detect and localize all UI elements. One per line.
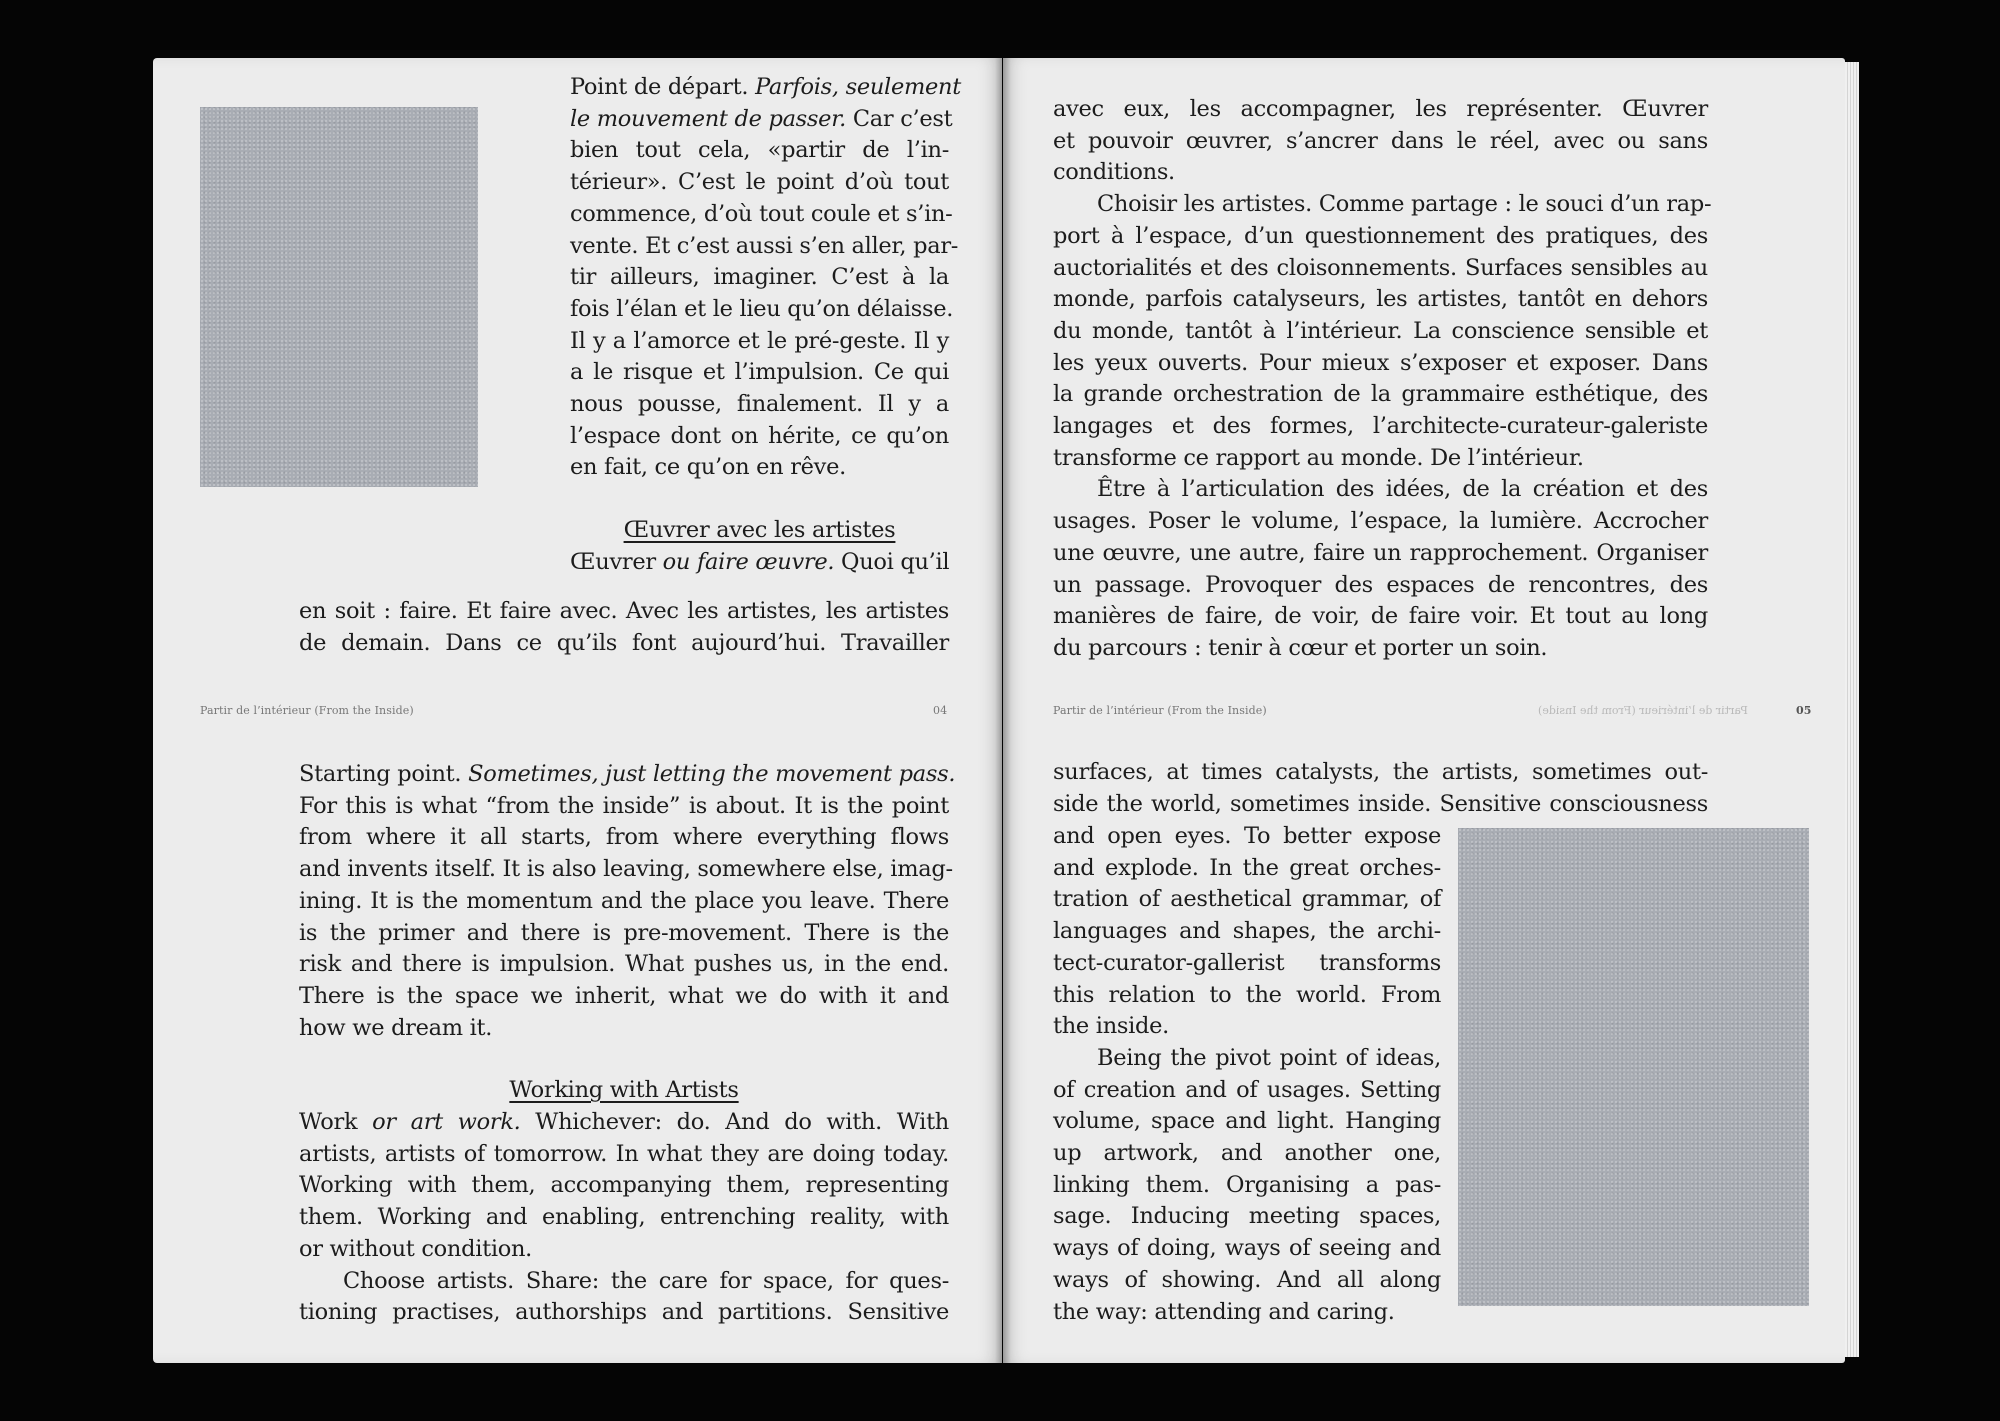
text-line: Choose artists. Share: the care for space, for ques- [343, 1267, 949, 1294]
text-line: les yeux ouverts. Pour mieux s’exposer et exposer. Dans [1053, 349, 1708, 376]
text-line: fois l’élan et le lieu qu’on délaisse. [570, 295, 954, 322]
page-number: 05 [1796, 704, 1812, 717]
text-line: Point de départ. Parfois, seulement [570, 74, 961, 100]
text-line: transforme ce rapport au monde. De l’intérieur. [1053, 444, 1584, 471]
text-line: avec eux, les accompagner, les représenter. Œuvrer [1053, 96, 1708, 122]
text-line: langages et des formes, l’architecte-curateur-galeriste [1053, 413, 1708, 440]
text-line: en fait, ce qu’on en rêve. [570, 454, 846, 481]
text-line: and explode. In the great orches- [1053, 854, 1441, 881]
page-number: 04 [933, 704, 948, 717]
text-line: a le risque et l’impulsion. Ce qui [570, 359, 949, 386]
french-intro [570, 72, 961, 579]
text-line: For this is what “from the inside” is about. It is the point [299, 792, 949, 819]
text-line: and invents itself. It is also leaving, somewhere else, imag- [299, 856, 953, 883]
text-line: une œuvre, une autre, faire un rapprochement. Organiser [1053, 539, 1708, 566]
text-line: Choisir les artistes. Comme partage : le souci d’un rap- [1097, 191, 1712, 218]
text-line: ining. It is the momentum and the place you leave. There [299, 887, 949, 914]
text-line: side the world, sometimes inside. Sensitive consciousness [1053, 790, 1708, 817]
text-line: commence, d’où tout coule et s’in- [570, 200, 953, 227]
text-line: the inside. [1053, 1013, 1170, 1040]
text-line: tir ailleurs, imaginer. C’est à la [570, 264, 949, 291]
text-line: tration of aesthetical grammar, of [1053, 886, 1441, 913]
text-line: linking them. Organising a pas- [1053, 1171, 1441, 1198]
text-line: them. Working and enabling, entrenching reality, with [299, 1204, 949, 1231]
text-line: from where it all starts, from where everything flows [299, 824, 949, 851]
text-line: vente. Et c’est aussi s’en aller, par- [570, 232, 959, 259]
text-line: Starting point. Sometimes, just letting the movement pass. [299, 761, 956, 787]
text-line: artists, artists of tomorrow. In what they are doing today. [299, 1140, 949, 1167]
text-line: de demain. Dans ce qu’ils font aujourd’hui. Travailler [299, 629, 949, 656]
image-placeholder-right [1458, 828, 1809, 1306]
text-line: bien tout cela, «partir de l’in- [570, 137, 949, 164]
image-placeholder-left [200, 107, 478, 487]
text-line: nous pousse, finalement. Il y a [570, 391, 949, 418]
text-line: le mouvement de passer. Car c’est [570, 105, 953, 132]
text-line: port à l’espace, d’un questionnement des pratiques, des [1053, 222, 1708, 249]
left-page [153, 58, 1002, 1363]
text-line: Œuvrer ou faire œuvre. Quoi qu’il [570, 548, 950, 575]
show-through-footer: Partir de l’intérieur (From the Inside) [1538, 704, 1748, 717]
section-heading: Œuvrer avec les artistes [623, 517, 896, 544]
text-line: la grande orchestration de la grammaire esthétique, des [1053, 381, 1708, 408]
text-line: du parcours : tenir à cœur et porter un soin. [1053, 634, 1548, 661]
text-line: the way: attending and caring. [1053, 1298, 1395, 1325]
running-footer-title: Partir de l’intérieur (From the Inside) [200, 704, 414, 717]
text-line: du monde, tantôt à l’intérieur. La conscience sensible et [1053, 317, 1708, 344]
french-body [299, 596, 949, 659]
text-line: usages. Poser le volume, l’espace, la lumière. Accrocher [1053, 508, 1708, 535]
text-line: manières de faire, de voir, de faire voir. Et tout au long [1053, 603, 1708, 630]
text-line: this relation to the world. From [1053, 981, 1441, 1008]
text-line: l’espace dont on hérite, ce qu’on [570, 422, 949, 449]
text-line: térieur». C’est le point d’où tout [570, 169, 949, 196]
text-line: is the primer and there is pre-movement. There is the [299, 919, 949, 946]
text-line: conditions. [1053, 159, 1175, 186]
text-line: sage. Inducing meeting spaces, [1053, 1203, 1441, 1230]
text-line: en soit : faire. Et faire avec. Avec les artistes, les artistes [299, 598, 949, 624]
text-line: volume, space and light. Hanging [1053, 1108, 1441, 1135]
text-line: Working with them, accompanying them, representing [299, 1172, 949, 1199]
text-line: surfaces, at times catalysts, the artists, sometimes out- [1053, 759, 1708, 785]
text-line: Being the pivot point of ideas, [1097, 1044, 1441, 1071]
text-line: auctorialités et des cloisonnements. Surfaces sensibles au [1053, 254, 1708, 281]
text-line: up artwork, and another one, [1053, 1140, 1441, 1167]
text-line: et pouvoir œuvrer, s’ancrer dans le réel, avec ou sans [1053, 127, 1708, 154]
text-line: Être à l’articulation des idées, de la création et des [1097, 476, 1708, 503]
text-line: languages and shapes, the archi- [1053, 918, 1441, 945]
english-section [299, 759, 956, 1329]
text-line: Il y a l’amorce et le pré-geste. Il y [570, 327, 949, 354]
section-heading: Working with Artists [509, 1077, 739, 1104]
page-edge-stack [1845, 62, 1859, 1357]
text-line: There is the space we inherit, what we do with it and [299, 982, 949, 1009]
text-line: ways of showing. And all along [1053, 1266, 1441, 1293]
english-narrow-column [1053, 821, 1441, 1328]
text-line: how we dream it. [299, 1014, 493, 1041]
running-footer-title: Partir de l’intérieur (From the Inside) [1053, 704, 1267, 717]
text-line: and open eyes. To better expose [1053, 823, 1441, 849]
french-section [1053, 94, 1712, 665]
english-section [1053, 757, 1708, 820]
text-line: tioning practises, authorships and partitions. Sensitive [299, 1299, 949, 1326]
text-line: risk and there is impulsion. What pushes us, in the end. [299, 951, 949, 978]
text-line: tect-curator-gallerist transforms [1053, 949, 1441, 976]
text-line: un passage. Provoquer des espaces de rencontres, des [1053, 571, 1708, 598]
text-line: monde, parfois catalyseurs, les artistes, tantôt en dehors [1053, 286, 1708, 313]
book-gutter [995, 58, 1011, 1363]
text-line: Work or art work. Whichever: do. And do with. With [299, 1109, 949, 1136]
text-line: of creation and of usages. Setting [1053, 1076, 1441, 1103]
right-page [1003, 58, 1845, 1363]
text-line: or without condition. [299, 1235, 533, 1262]
text-line: ways of doing, ways of seeing and [1053, 1235, 1441, 1262]
